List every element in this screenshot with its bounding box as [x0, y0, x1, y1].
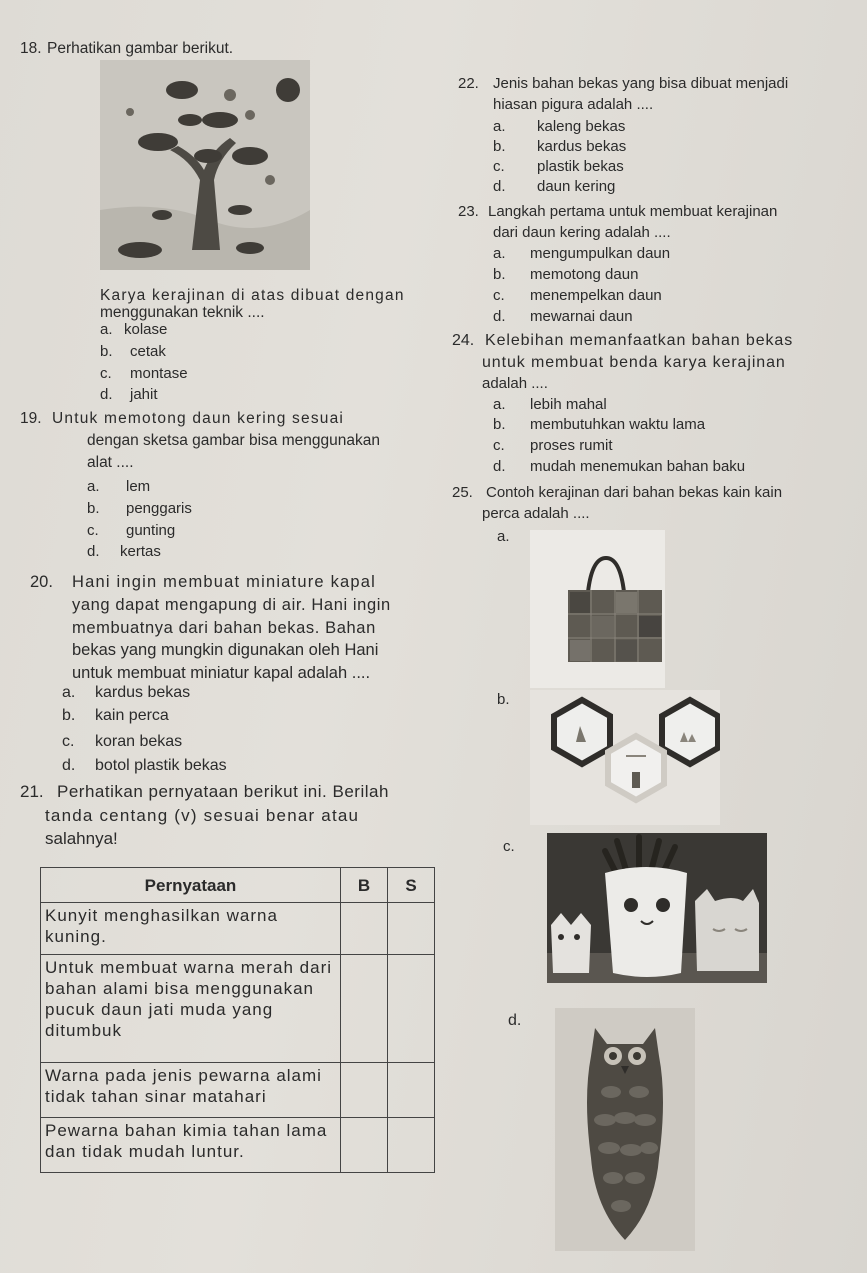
q23-number: 23. [458, 203, 479, 220]
q24-line1: Kelebihan memanfaatkan bahan bekas [485, 332, 794, 349]
q25-option-a-letter: a. [497, 528, 510, 545]
q20-number: 20. [30, 573, 53, 591]
q25-number: 25. [452, 484, 473, 501]
q21-line1: Perhatikan pernyataan berikut ini. Berilah [57, 782, 389, 801]
q19-line1: Untuk memotong daun kering sesuai [52, 410, 345, 427]
q25-option-c-letter: c. [503, 838, 515, 855]
q19-option-d[interactable]: kertas [120, 543, 161, 560]
table-row [41, 955, 435, 1063]
table-header-row [41, 868, 435, 903]
q20-option-d[interactable]: botol plastik bekas [95, 757, 227, 774]
q20-line5: untuk membuat miniatur kapal adalah .... [72, 664, 371, 682]
q20-line1: Hani ingin membuat miniature kapal [72, 573, 377, 591]
q25-option-d-letter: d. [508, 1012, 522, 1029]
statement-1: Kunyit menghasilkan warna kuning. [41, 903, 341, 955]
q21-line3: salahnya! [45, 829, 118, 848]
q24-option-d[interactable]: mudah menemukan bahan baku [530, 458, 746, 475]
q20-line2: yang dapat mengapung di air. Hani ingin [72, 596, 391, 614]
q20-option-a[interactable]: kardus bekas [95, 684, 191, 701]
q18-option-b[interactable]: cetak [130, 343, 166, 360]
q25-option-c-image[interactable] [547, 833, 767, 983]
statement-1-salah-cell[interactable] [388, 903, 435, 955]
table-row [41, 1063, 435, 1118]
q20-option-d-letter: d. [62, 757, 76, 774]
q22-line1: Jenis bahan bekas yang bisa dibuat menjadi [493, 75, 789, 92]
table-row [41, 1118, 435, 1173]
q18-caption-line2: menggunakan teknik .... [100, 304, 265, 321]
q24-option-a[interactable]: lebih mahal [530, 396, 607, 413]
q24-option-a-letter: a. [493, 396, 506, 413]
q18-option-b-letter: b. [100, 343, 113, 360]
q20-option-a-letter: a. [62, 684, 76, 701]
q20-option-b[interactable]: kain perca [95, 707, 169, 724]
q23-option-b-letter: b. [493, 266, 506, 283]
q22-option-a[interactable]: kaleng bekas [537, 118, 626, 135]
q18-option-d[interactable]: jahit [130, 386, 158, 403]
q18-option-c[interactable]: montase [130, 365, 188, 382]
q22-option-a-letter: a. [493, 118, 506, 135]
q18-option-d-letter: d. [100, 386, 113, 403]
statement-3: Warna pada jenis pewarna alami tidak tahan sinar matahari [41, 1063, 341, 1118]
q23-line1: Langkah pertama untuk membuat kerajinan [488, 203, 778, 220]
statement-2-salah-cell[interactable] [388, 955, 435, 1063]
q23-option-d-letter: d. [493, 308, 506, 325]
q24-option-c[interactable]: proses rumit [530, 437, 613, 454]
q25-option-b-image[interactable] [530, 690, 720, 825]
q22-line2: hiasan pigura adalah .... [493, 96, 654, 113]
q21-line2: tanda centang (v) sesuai benar atau [45, 806, 360, 825]
q20-line3: membuatnya dari bahan bekas. Bahan [72, 619, 376, 637]
q21-number: 21. [20, 782, 44, 801]
q18-option-a[interactable]: kolase [124, 321, 168, 338]
q19-line3: alat .... [87, 454, 134, 471]
q25-option-a-image[interactable] [530, 530, 665, 688]
q19-option-b[interactable]: penggaris [126, 500, 192, 517]
q19-line2: dengan sketsa gambar bisa menggunakan [87, 432, 380, 449]
q24-line3: adalah .... [482, 375, 548, 392]
q19-option-c-letter: c. [87, 522, 99, 539]
q24-option-d-letter: d. [493, 458, 506, 475]
statement-4: Pewarna bahan kimia tahan lama dan tidak mudah luntur. [41, 1118, 341, 1173]
header-pernyataan: Pernyataan [41, 868, 341, 903]
header-salah: S [388, 868, 435, 903]
q24-option-c-letter: c. [493, 437, 505, 454]
q18-caption-line1: Karya kerajinan di atas dibuat dengan [100, 287, 405, 304]
q23-option-c[interactable]: menempelkan daun [530, 287, 662, 304]
table-row [41, 903, 435, 955]
q24-option-b-letter: b. [493, 416, 506, 433]
q20-option-c-letter: c. [62, 733, 75, 750]
statement-3-benar-cell[interactable] [341, 1063, 388, 1118]
q23-option-a[interactable]: mengumpulkan daun [530, 245, 671, 262]
q20-line4: bekas yang mungkin digunakan oleh Hani [72, 641, 379, 659]
q19-option-a[interactable]: lem [126, 478, 151, 495]
q18-prompt: Perhatikan gambar berikut. [47, 40, 234, 57]
q19-option-c[interactable]: gunting [126, 522, 176, 539]
leaf-collage-image [100, 60, 310, 270]
q22-option-c-letter: c. [493, 158, 505, 175]
q23-option-d[interactable]: mewarnai daun [530, 308, 633, 325]
statement-table [40, 867, 435, 1173]
q24-number: 24. [452, 332, 475, 349]
q19-option-a-letter: a. [87, 478, 100, 495]
statement-4-salah-cell[interactable] [388, 1118, 435, 1173]
q20-option-b-letter: b. [62, 707, 76, 724]
q22-option-b[interactable]: kardus bekas [537, 138, 627, 155]
q23-option-c-letter: c. [493, 287, 505, 304]
q18-option-a-letter: a. [100, 321, 113, 338]
q22-number: 22. [458, 75, 479, 92]
q22-option-b-letter: b. [493, 138, 506, 155]
statement-4-benar-cell[interactable] [341, 1118, 388, 1173]
q18-number: 18. [20, 40, 42, 57]
statement-1-benar-cell[interactable] [341, 903, 388, 955]
q19-option-d-letter: d. [87, 543, 100, 560]
q22-option-d-letter: d. [493, 178, 506, 195]
q25-option-b-letter: b. [497, 691, 510, 708]
q24-line2: untuk membuat benda karya kerajinan [482, 354, 786, 371]
statement-2-benar-cell[interactable] [341, 955, 388, 1063]
q23-line2: dari daun kering adalah .... [493, 224, 671, 241]
header-benar: B [341, 868, 388, 903]
q22-option-c[interactable]: plastik bekas [537, 158, 624, 175]
q24-option-b[interactable]: membutuhkan waktu lama [530, 416, 706, 433]
q19-option-b-letter: b. [87, 500, 100, 517]
statement-3-salah-cell[interactable] [388, 1063, 435, 1118]
q25-option-d-image[interactable] [555, 1008, 695, 1251]
statement-2: Untuk membuat warna merah dari bahan alami bisa menggunakan pucuk daun jati muda yang ditumbuk [41, 955, 341, 1063]
q23-option-b[interactable]: memotong daun [530, 266, 639, 283]
q20-option-c[interactable]: koran bekas [95, 733, 183, 750]
q19-number: 19. [20, 410, 42, 427]
q22-option-d[interactable]: daun kering [537, 178, 616, 195]
q25-line1: Contoh kerajinan dari bahan bekas kain kain [486, 484, 783, 501]
q18-option-c-letter: c. [100, 365, 112, 382]
q23-option-a-letter: a. [493, 245, 506, 262]
q25-line2: perca adalah .... [482, 505, 590, 522]
